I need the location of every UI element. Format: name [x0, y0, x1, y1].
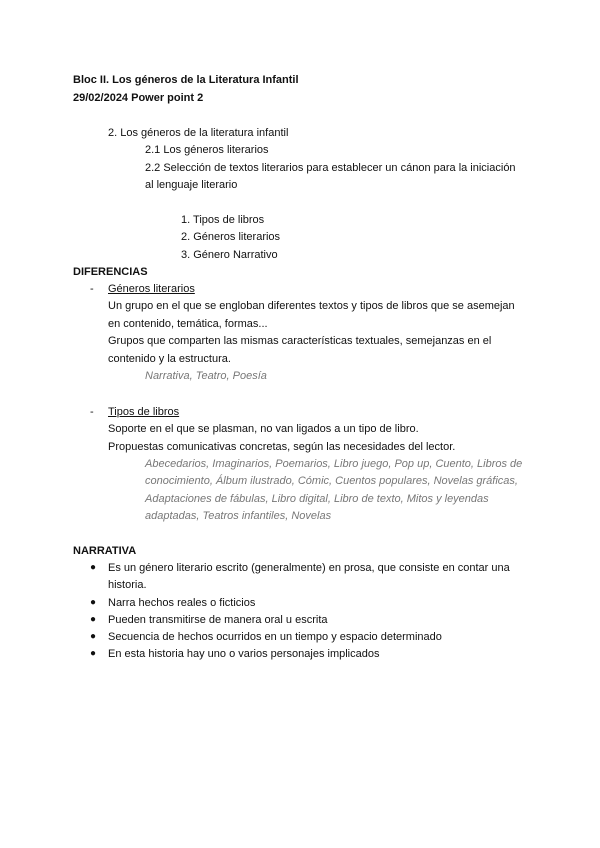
- bullet-dot: ●: [90, 631, 97, 642]
- outline-list-item: 2. Géneros literarios: [181, 231, 281, 243]
- subheading-generos: Géneros literarios: [108, 283, 195, 295]
- narrativa-item: Narra hechos reales o ficticios: [108, 597, 256, 609]
- narrativa-item: En esta historia hay uno o varios personajes implicados: [108, 648, 380, 660]
- tipos-text-line: Propuestas comunicativas concretas, según las necesidades del lector.: [108, 441, 456, 453]
- tipos-examples: conocimiento, Álbum ilustrado, Cómic, Cuentos populares, Novelas gráficas,: [145, 475, 518, 487]
- subheading-tipos: Tipos de libros: [108, 406, 180, 418]
- document-title: Bloc II. Los géneros de la Literatura Infantil: [73, 74, 299, 86]
- document-date: 29/02/2024 Power point 2: [73, 92, 204, 104]
- narrativa-item: Es un género literario escrito (generalmente) en prosa, que consiste en contar una: [108, 562, 510, 574]
- tipos-examples: Abecedarios, Imaginarios, Poemarios, Libro juego, Pop up, Cuento, Libros de: [145, 458, 523, 470]
- dash-bullet: -: [90, 406, 94, 418]
- outline-main: 2. Los géneros de la literatura infantil: [108, 127, 289, 139]
- bullet-dot: ●: [90, 614, 97, 625]
- tipos-examples: Adaptaciones de fábulas, Libro digital, Libro de texto, Mitos y leyendas: [145, 493, 489, 505]
- generos-text-line: contenido y la estructura.: [108, 353, 231, 365]
- outline-sub-2: 2.2 Selección de textos literarios para establecer un cánon para la iniciación: [145, 162, 516, 174]
- bullet-dot: ●: [90, 597, 97, 608]
- outline-sub-2-cont: al lenguaje literario: [145, 179, 238, 191]
- dash-bullet: -: [90, 283, 94, 295]
- narrativa-item: Secuencia de hechos ocurridos en un tiempo y espacio determinado: [108, 631, 442, 643]
- outline-sub-1: 2.1 Los géneros literarios: [145, 144, 269, 156]
- generos-text-line: Un grupo en el que se engloban diferentes textos y tipos de libros que se asemejan: [108, 300, 515, 312]
- bullet-dot: ●: [90, 562, 97, 573]
- section-heading-narrativa: NARRATIVA: [73, 545, 137, 557]
- outline-list-item: 1. Tipos de libros: [181, 214, 265, 226]
- tipos-text-line: Soporte en el que se plasman, no van ligados a un tipo de libro.: [108, 423, 419, 435]
- tipos-examples: adaptadas, Teatros infantiles, Novelas: [145, 510, 332, 522]
- outline-list-item: 3. Género Narrativo: [181, 249, 278, 261]
- bullet-dot: ●: [90, 648, 97, 659]
- section-heading-diferencias: DIFERENCIAS: [73, 266, 148, 278]
- generos-examples: Narrativa, Teatro, Poesía: [145, 370, 267, 382]
- generos-text-line: en contenido, temática, formas...: [108, 318, 268, 330]
- generos-text-line: Grupos que comparten las mismas características textuales, semejanzas en el: [108, 335, 492, 347]
- narrativa-item-cont: historia.: [108, 579, 147, 591]
- narrativa-item: Pueden transmitirse de manera oral u escrita: [108, 614, 328, 626]
